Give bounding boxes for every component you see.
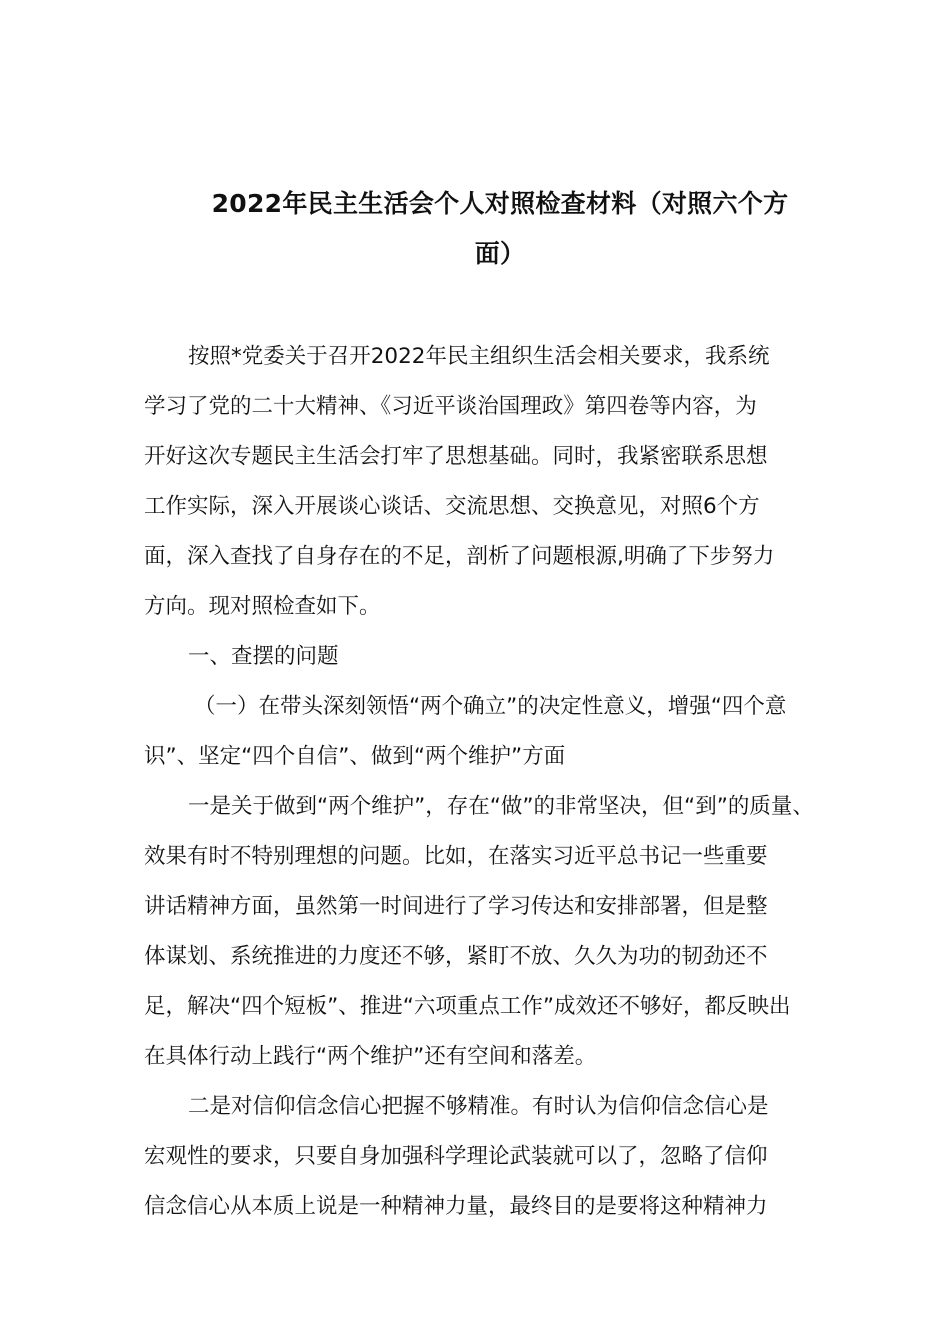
paragraph-3-line: 宏观性的要求，只要自身加强科学理论武装就可以了，忽略了信仰 <box>144 1144 768 1169</box>
subsection-heading-line: （一）在带头深刻领悟“两个确立”的决定性意义，增强“四个意 <box>194 694 787 719</box>
paragraph-2-line: 效果有时不特别理想的问题。比如，在落实习近平总书记一些重要 <box>144 844 768 869</box>
paragraph-2-line: 讲话精神方面，虽然第一时间进行了学习传达和安排部署，但是整 <box>144 894 768 919</box>
paragraph-2-line: 体谋划、系统推进的力度还不够，紧盯不放、久久为功的韧劲还不 <box>144 944 768 969</box>
paragraph-2-line: 足，解决“四个短板”、推进“六项重点工作”成效还不够好，都反映出 <box>144 994 791 1019</box>
document-body <box>144 332 824 1232</box>
paragraph-1-line: 面，深入查找了自身存在的不足，剖析了问题根源,明确了下步努力 <box>144 544 775 569</box>
paragraph-1-line: 学习了党的二十大精神、《习近平谈治国理政》第四卷等内容，为 <box>144 394 757 419</box>
paragraph-1-line: 工作实际，深入开展谈心谈话、交流思想、交换意见，对照6个方 <box>144 494 760 519</box>
paragraph-2-line: 一是关于做到“两个维护”，存在“做”的非常坚决，但“到”的质量、 <box>188 794 814 819</box>
document-title-line-1: 2022年民主生活会个人对照检查材料（对照六个方 <box>211 189 789 218</box>
paragraph-2-line: 在具体行动上践行“两个维护”还有空间和落差。 <box>144 1044 597 1069</box>
paragraph-3-line: 二是对信仰信念信心把握不够精准。有时认为信仰信念信心是 <box>188 1094 769 1119</box>
paragraph-3-line: 信念信心从本质上说是一种精神力量，最终目的是要将这种精神力 <box>144 1194 768 1219</box>
paragraph-1-line: 开好这次专题民主生活会打牢了思想基础。同时，我紧密联系思想 <box>144 444 768 469</box>
subsection-heading-line: 识”、坚定“四个自信”、做到“两个维护”方面 <box>144 744 566 769</box>
document-title-line-2: 面） <box>474 239 526 268</box>
section-heading: 一、查摆的问题 <box>188 644 339 669</box>
paragraph-1-line: 按照*党委关于召开2022年民主组织生活会相关要求，我系统 <box>188 344 770 369</box>
paragraph-1-line: 方向。现对照检查如下。 <box>144 594 381 619</box>
